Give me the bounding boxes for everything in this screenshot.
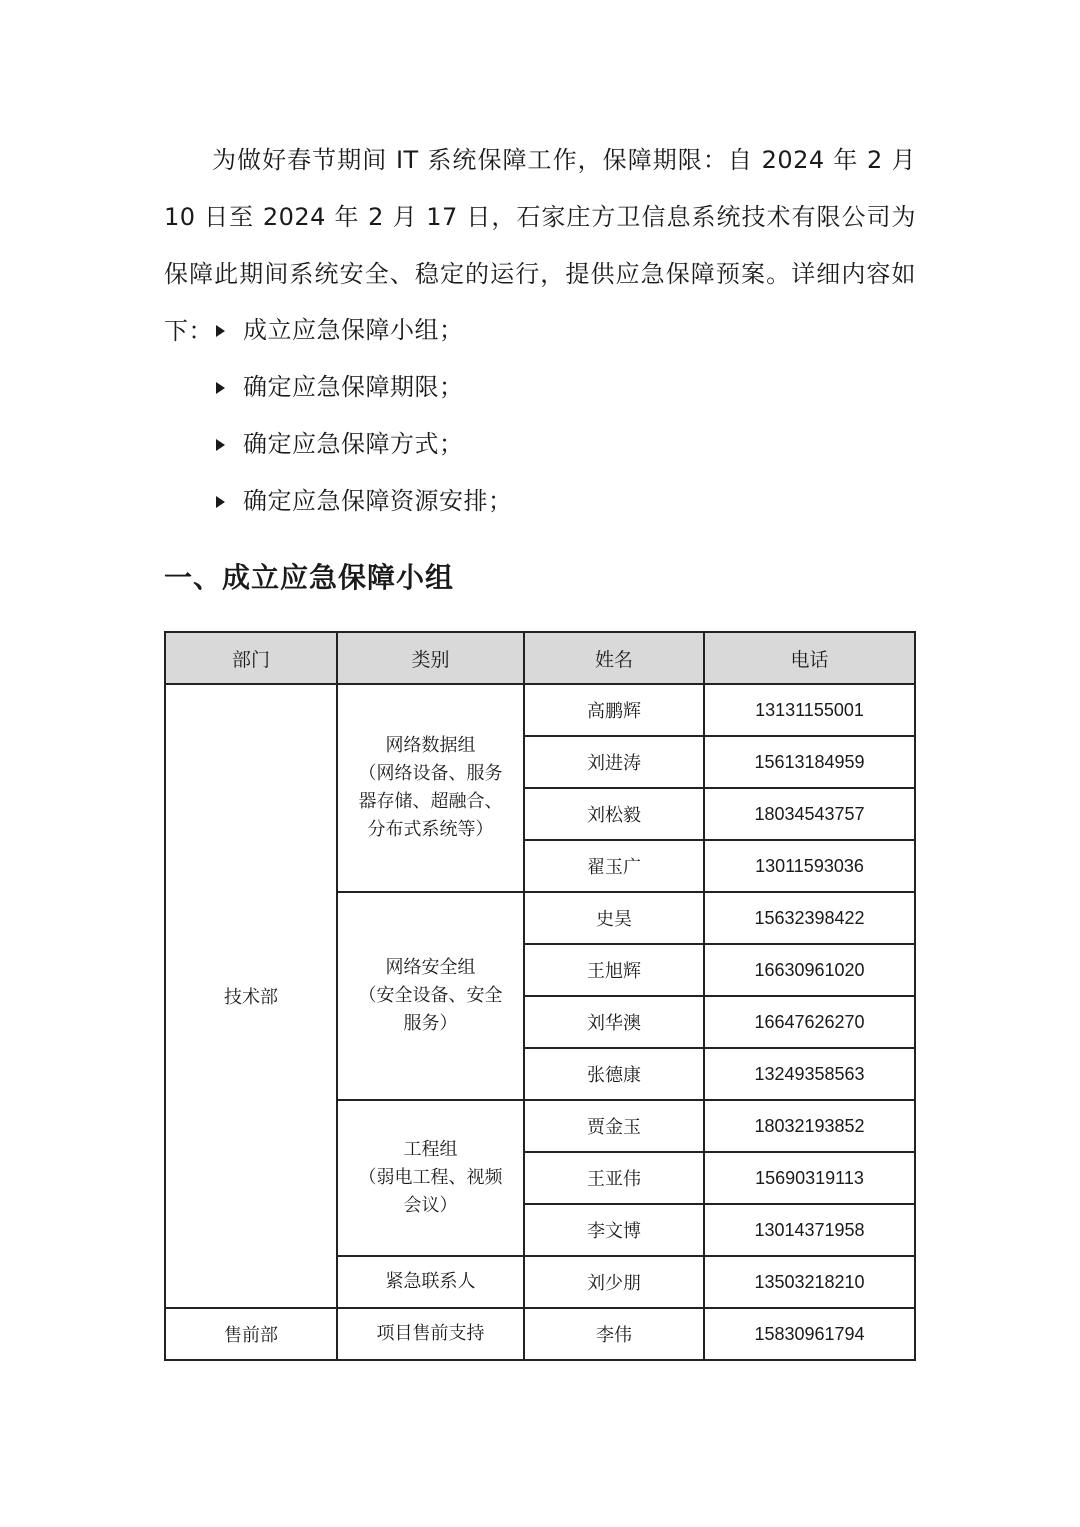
phone-cell: 15632398422 bbox=[704, 892, 915, 944]
list-item-text: 确定应急保障资源安排； bbox=[243, 487, 513, 515]
phone-cell: 15830961794 bbox=[704, 1308, 915, 1360]
name-cell: 史昊 bbox=[524, 892, 704, 944]
category-line: 器存储、超融合、 bbox=[358, 791, 503, 812]
category-line: （安全设备、安全 bbox=[358, 985, 503, 1006]
category-line: 网络安全组 bbox=[385, 957, 476, 978]
name-cell: 刘少朋 bbox=[524, 1256, 704, 1308]
header-phone: 电话 bbox=[704, 632, 915, 684]
triangle-bullet-icon bbox=[216, 496, 225, 508]
list-item bbox=[212, 473, 513, 530]
list-item-text: 确定应急保障方式； bbox=[243, 430, 464, 458]
phone-cell: 16630961020 bbox=[704, 944, 915, 996]
intro-paragraph: 为做好春节期间 IT 系统保障工作，保障期限：自 2024 年 2 月 10 日至 2024 年 2 月 17 日，石家庄方卫信息系统技术有限公司为保障此期间系统安全、稳定的运行，提供应急保障预案。详细内容如下： bbox=[164, 146, 916, 345]
name-cell: 王亚伟 bbox=[524, 1152, 704, 1204]
phone-cell: 18032193852 bbox=[704, 1100, 915, 1152]
table-row bbox=[165, 684, 915, 736]
name-cell: 刘进涛 bbox=[524, 736, 704, 788]
triangle-bullet-icon bbox=[216, 382, 225, 394]
name-cell: 李文博 bbox=[524, 1204, 704, 1256]
phone-cell: 13249358563 bbox=[704, 1048, 915, 1100]
department-cell: 技术部 bbox=[165, 684, 337, 1308]
name-cell: 张德康 bbox=[524, 1048, 704, 1100]
triangle-bullet-icon bbox=[216, 325, 225, 337]
phone-cell: 16647626270 bbox=[704, 996, 915, 1048]
phone-cell: 15690319113 bbox=[704, 1152, 915, 1204]
list-item-text: 成立应急保障小组； bbox=[243, 316, 464, 344]
category-cell bbox=[337, 1100, 524, 1256]
contacts-table bbox=[164, 631, 916, 1361]
category-line: 工程组 bbox=[403, 1139, 458, 1160]
category-line: 会议） bbox=[403, 1195, 458, 1216]
name-cell: 高鹏辉 bbox=[524, 684, 704, 736]
category-line: 网络数据组 bbox=[385, 735, 476, 756]
phone-cell: 13011593036 bbox=[704, 840, 915, 892]
category-line: 服务） bbox=[403, 1013, 458, 1034]
phone-cell: 18034543757 bbox=[704, 788, 915, 840]
table-header-row bbox=[165, 632, 915, 684]
list-item bbox=[212, 302, 513, 359]
list-item bbox=[212, 359, 513, 416]
header-category: 类别 bbox=[337, 632, 524, 684]
name-cell: 李伟 bbox=[524, 1308, 704, 1360]
phone-cell: 13014371958 bbox=[704, 1204, 915, 1256]
header-name: 姓名 bbox=[524, 632, 704, 684]
name-cell: 王旭辉 bbox=[524, 944, 704, 996]
name-cell: 贾金玉 bbox=[524, 1100, 704, 1152]
category-cell bbox=[337, 684, 524, 892]
name-cell: 刘松毅 bbox=[524, 788, 704, 840]
triangle-bullet-icon bbox=[216, 439, 225, 451]
name-cell: 刘华澳 bbox=[524, 996, 704, 1048]
phone-cell: 15613184959 bbox=[704, 736, 915, 788]
category-line: （网络设备、服务 bbox=[358, 763, 503, 784]
list-item bbox=[212, 416, 513, 473]
list-item-text: 确定应急保障期限； bbox=[243, 373, 464, 401]
category-cell: 项目售前支持 bbox=[337, 1308, 524, 1360]
category-line: 分布式系统等） bbox=[367, 819, 494, 840]
table-row bbox=[165, 1308, 915, 1360]
category-cell: 紧急联系人 bbox=[337, 1256, 524, 1308]
category-cell bbox=[337, 892, 524, 1100]
phone-cell: 13503218210 bbox=[704, 1256, 915, 1308]
section-heading: 一、成立应急保障小组 bbox=[164, 561, 455, 594]
department-cell: 售前部 bbox=[165, 1308, 337, 1360]
header-department: 部门 bbox=[165, 632, 337, 684]
category-line: （弱电工程、视频 bbox=[358, 1167, 503, 1188]
name-cell: 翟玉广 bbox=[524, 840, 704, 892]
bullet-list bbox=[212, 302, 513, 530]
phone-cell: 13131155001 bbox=[704, 684, 915, 736]
